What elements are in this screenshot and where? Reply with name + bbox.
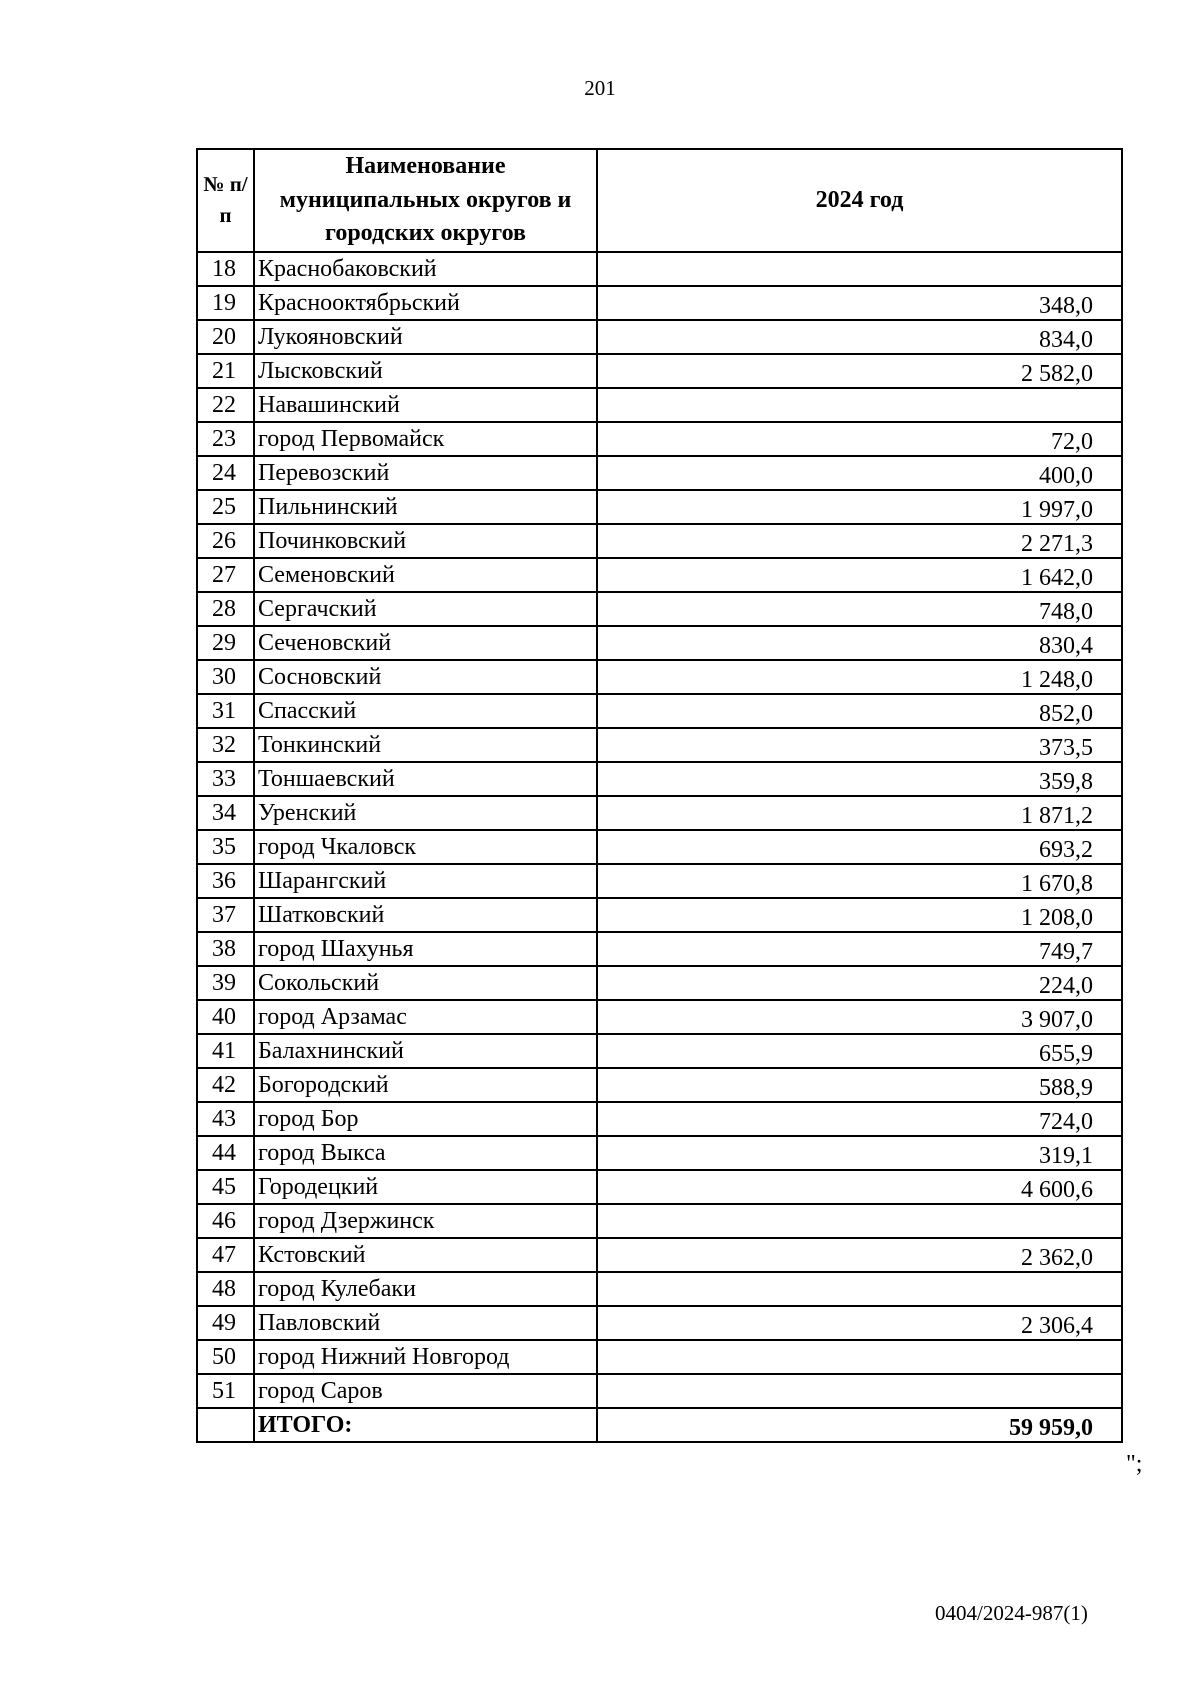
row-name: город Кулебаки xyxy=(254,1272,597,1306)
row-value: 2 271,3 xyxy=(597,524,1122,558)
header-number: № п/п xyxy=(197,149,254,252)
row-name: Тонкинский xyxy=(254,728,597,762)
table-row xyxy=(197,1340,1122,1374)
table-row xyxy=(197,694,1122,728)
header-name: Наименование муниципальных округов и городских округов xyxy=(254,149,597,252)
row-name: город Дзержинск xyxy=(254,1204,597,1238)
row-value: 1 871,2 xyxy=(597,796,1122,830)
row-number: 25 xyxy=(197,490,254,524)
row-value: 1 208,0 xyxy=(597,898,1122,932)
table-row xyxy=(197,660,1122,694)
row-value: 724,0 xyxy=(597,1102,1122,1136)
total-row xyxy=(197,1408,1122,1442)
row-number: 47 xyxy=(197,1238,254,1272)
row-number: 46 xyxy=(197,1204,254,1238)
row-value: 400,0 xyxy=(597,456,1122,490)
total-number-cell xyxy=(197,1408,254,1442)
table-row xyxy=(197,1102,1122,1136)
row-name: Починковский xyxy=(254,524,597,558)
table-row xyxy=(197,490,1122,524)
table-row xyxy=(197,422,1122,456)
row-value: 4 600,6 xyxy=(597,1170,1122,1204)
row-value: 1 997,0 xyxy=(597,490,1122,524)
table-row xyxy=(197,1000,1122,1034)
table-header-row xyxy=(197,149,1122,252)
row-value xyxy=(597,1204,1122,1238)
row-name: Семеновский xyxy=(254,558,597,592)
row-value: 2 362,0 xyxy=(597,1238,1122,1272)
document-code: 0404/2024-987(1) xyxy=(935,1601,1088,1625)
row-value: 2 306,4 xyxy=(597,1306,1122,1340)
row-name: Краснооктябрьский xyxy=(254,286,597,320)
row-name: Сеченовский xyxy=(254,626,597,660)
row-name: Сергачский xyxy=(254,592,597,626)
row-name: Балахнинский xyxy=(254,1034,597,1068)
row-value: 1 642,0 xyxy=(597,558,1122,592)
row-number: 18 xyxy=(197,252,254,286)
row-value: 1 248,0 xyxy=(597,660,1122,694)
row-number: 50 xyxy=(197,1340,254,1374)
table-row xyxy=(197,1068,1122,1102)
table-row xyxy=(197,592,1122,626)
table-row xyxy=(197,1306,1122,1340)
row-value: 319,1 xyxy=(597,1136,1122,1170)
row-value: 2 582,0 xyxy=(597,354,1122,388)
table-row xyxy=(197,1374,1122,1408)
table-row xyxy=(197,524,1122,558)
row-number: 22 xyxy=(197,388,254,422)
row-value: 1 670,8 xyxy=(597,864,1122,898)
table-row xyxy=(197,626,1122,660)
row-value: 748,0 xyxy=(597,592,1122,626)
header-year: 2024 год xyxy=(597,149,1122,252)
table-row xyxy=(197,762,1122,796)
row-number: 44 xyxy=(197,1136,254,1170)
table-row xyxy=(197,286,1122,320)
row-number: 35 xyxy=(197,830,254,864)
row-value: 72,0 xyxy=(597,422,1122,456)
table-row xyxy=(197,354,1122,388)
row-value: 834,0 xyxy=(597,320,1122,354)
row-value: 693,2 xyxy=(597,830,1122,864)
row-value: 655,9 xyxy=(597,1034,1122,1068)
row-name: Лысковский xyxy=(254,354,597,388)
row-name: Спасский xyxy=(254,694,597,728)
table-row xyxy=(197,830,1122,864)
table-row xyxy=(197,898,1122,932)
row-value xyxy=(597,388,1122,422)
row-value: 348,0 xyxy=(597,286,1122,320)
row-name: Городецкий xyxy=(254,1170,597,1204)
row-number: 43 xyxy=(197,1102,254,1136)
row-number: 24 xyxy=(197,456,254,490)
row-number: 42 xyxy=(197,1068,254,1102)
row-name: Сосновский xyxy=(254,660,597,694)
table-row xyxy=(197,864,1122,898)
row-number: 21 xyxy=(197,354,254,388)
row-number: 39 xyxy=(197,966,254,1000)
row-number: 23 xyxy=(197,422,254,456)
row-number: 32 xyxy=(197,728,254,762)
page-number: 201 xyxy=(584,76,616,100)
row-name: Краснобаковский xyxy=(254,252,597,286)
row-number: 34 xyxy=(197,796,254,830)
table-row xyxy=(197,456,1122,490)
row-number: 26 xyxy=(197,524,254,558)
row-value xyxy=(597,252,1122,286)
row-value xyxy=(597,1272,1122,1306)
row-number: 30 xyxy=(197,660,254,694)
row-name: город Чкаловск xyxy=(254,830,597,864)
table-row xyxy=(197,1238,1122,1272)
row-number: 37 xyxy=(197,898,254,932)
total-label: ИТОГО: xyxy=(254,1408,597,1442)
table-row xyxy=(197,388,1122,422)
row-number: 29 xyxy=(197,626,254,660)
row-number: 27 xyxy=(197,558,254,592)
row-value: 224,0 xyxy=(597,966,1122,1000)
row-number: 33 xyxy=(197,762,254,796)
table-row xyxy=(197,558,1122,592)
row-number: 49 xyxy=(197,1306,254,1340)
row-name: город Бор xyxy=(254,1102,597,1136)
row-name: город Саров xyxy=(254,1374,597,1408)
row-value xyxy=(597,1340,1122,1374)
row-name: Богородский xyxy=(254,1068,597,1102)
row-number: 40 xyxy=(197,1000,254,1034)
allocation-table xyxy=(196,148,1123,1443)
row-value: 749,7 xyxy=(597,932,1122,966)
row-number: 31 xyxy=(197,694,254,728)
row-name: Кстовский xyxy=(254,1238,597,1272)
table-row xyxy=(197,1204,1122,1238)
row-name: Перевозский xyxy=(254,456,597,490)
row-name: Лукояновский xyxy=(254,320,597,354)
total-value: 59 959,0 xyxy=(597,1408,1122,1442)
table-row xyxy=(197,1272,1122,1306)
row-name: город Шахунья xyxy=(254,932,597,966)
row-value: 373,5 xyxy=(597,728,1122,762)
row-number: 41 xyxy=(197,1034,254,1068)
table-row xyxy=(197,252,1122,286)
row-number: 28 xyxy=(197,592,254,626)
row-name: Навашинский xyxy=(254,388,597,422)
row-name: город Первомайск xyxy=(254,422,597,456)
row-name: Тоншаевский xyxy=(254,762,597,796)
row-number: 19 xyxy=(197,286,254,320)
row-name: Шарангский xyxy=(254,864,597,898)
row-name: Павловский xyxy=(254,1306,597,1340)
row-value: 3 907,0 xyxy=(597,1000,1122,1034)
table-row xyxy=(197,728,1122,762)
table-row xyxy=(197,1034,1122,1068)
row-name: город Нижний Новгород xyxy=(254,1340,597,1374)
row-value: 852,0 xyxy=(597,694,1122,728)
row-number: 36 xyxy=(197,864,254,898)
row-number: 38 xyxy=(197,932,254,966)
row-name: Сокольский xyxy=(254,966,597,1000)
row-name: Уренский xyxy=(254,796,597,830)
table-row xyxy=(197,966,1122,1000)
table-row xyxy=(197,932,1122,966)
row-name: Шатковский xyxy=(254,898,597,932)
row-number: 51 xyxy=(197,1374,254,1408)
row-name: Пильнинский xyxy=(254,490,597,524)
row-number: 20 xyxy=(197,320,254,354)
table-row xyxy=(197,1170,1122,1204)
row-number: 48 xyxy=(197,1272,254,1306)
table-row xyxy=(197,1136,1122,1170)
row-name: город Арзамас xyxy=(254,1000,597,1034)
row-value: 830,4 xyxy=(597,626,1122,660)
row-value xyxy=(597,1374,1122,1408)
table-row xyxy=(197,796,1122,830)
closing-quote-mark: "; xyxy=(1126,1451,1143,1477)
table-row xyxy=(197,320,1122,354)
row-number: 45 xyxy=(197,1170,254,1204)
row-name: город Выкса xyxy=(254,1136,597,1170)
row-value: 588,9 xyxy=(597,1068,1122,1102)
row-value: 359,8 xyxy=(597,762,1122,796)
